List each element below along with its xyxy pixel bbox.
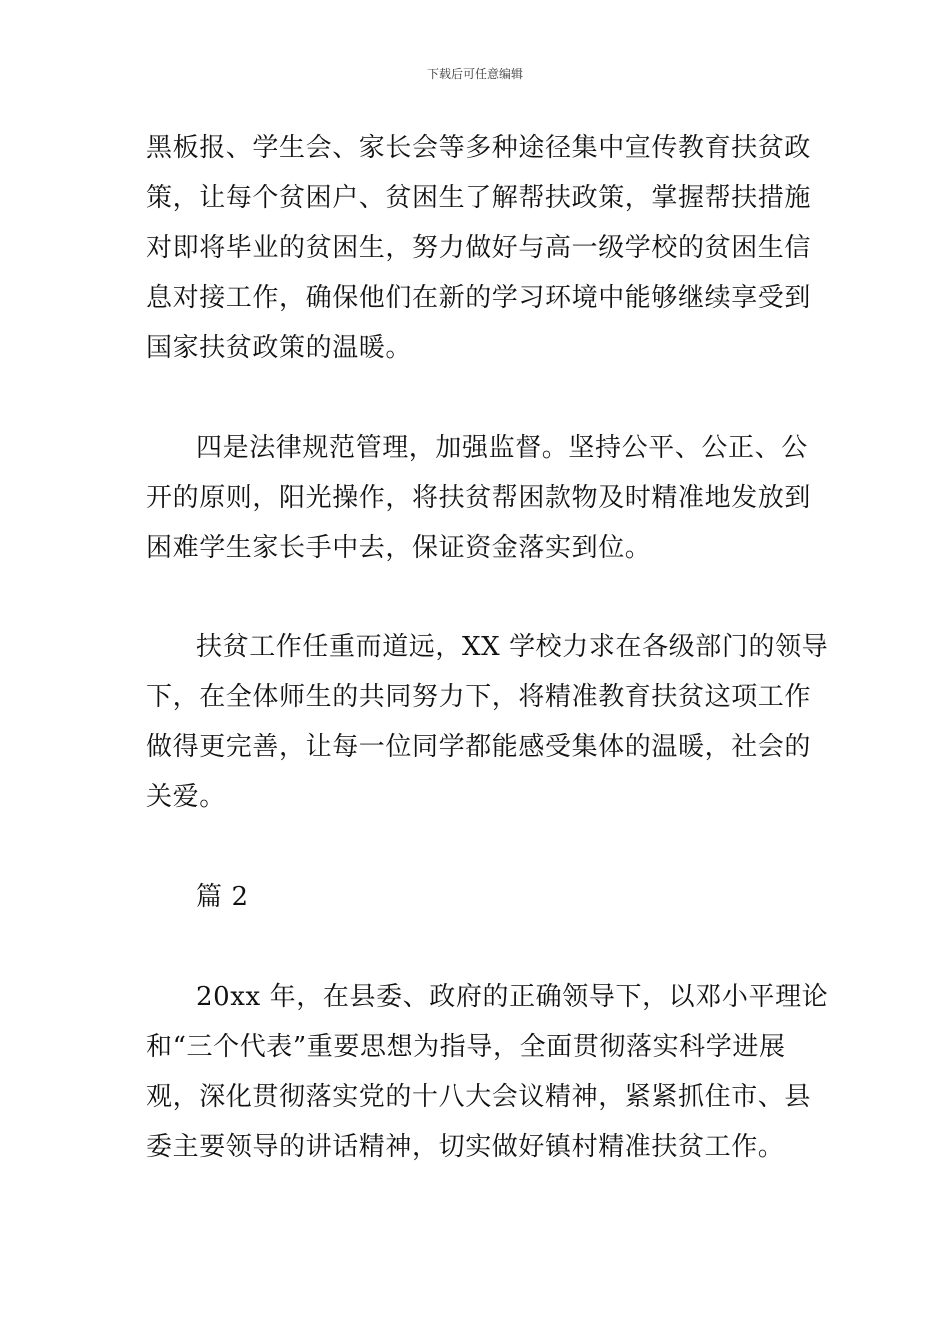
paragraph-line: 关爱。 bbox=[146, 782, 226, 812]
paragraph-line: 观，深化贯彻落实党的十八大会议精神，紧紧抓住市、县 bbox=[146, 1082, 812, 1112]
paragraph-line: 对即将毕业的贫困生，努力做好与高一级学校的贫困生信 bbox=[146, 233, 812, 263]
paragraph-line: 扶贫工作任重而道远，XX 学校力求在各级部门的领导 bbox=[196, 632, 829, 662]
paragraph-line: 四是法律规范管理，加强监督。坚持公平、公正、公 bbox=[196, 433, 808, 463]
paragraph-line: 国家扶贫政策的温暖。 bbox=[146, 333, 413, 363]
paragraph-line: 20xx 年，在县委、政府的正确领导下，以邓小平理论 bbox=[196, 982, 829, 1012]
paragraph-line: 开的原则，阳光操作，将扶贫帮困款物及时精准地发放到 bbox=[146, 483, 812, 513]
paragraph-line: 委主要领导的讲话精神，切实做好镇村精准扶贫工作。 bbox=[146, 1132, 785, 1162]
paragraph-line: 困难学生家长手中去，保证资金落实到位。 bbox=[146, 533, 652, 563]
paragraph-line: 做得更完善，让每一位同学都能感受集体的温暖，社会的 bbox=[146, 732, 812, 762]
section-title: 篇 2 bbox=[196, 882, 249, 912]
paragraph-line: 和“三个代表”重要思想为指导，全面贯彻落实科学进展 bbox=[146, 1032, 786, 1062]
paragraph-line: 黑板报、学生会、家长会等多种途径集中宣传教育扶贫政 bbox=[146, 133, 812, 163]
paragraph-line: 息对接工作，确保他们在新的学习环境中能够继续享受到 bbox=[146, 283, 812, 313]
paragraph-line: 策，让每个贫困户、贫困生了解帮扶政策，掌握帮扶措施 bbox=[146, 183, 812, 213]
paragraph-line: 下，在全体师生的共同努力下，将精准教育扶贫这项工作 bbox=[146, 682, 812, 712]
header-note: 下载后可任意编辑 bbox=[426, 67, 523, 81]
